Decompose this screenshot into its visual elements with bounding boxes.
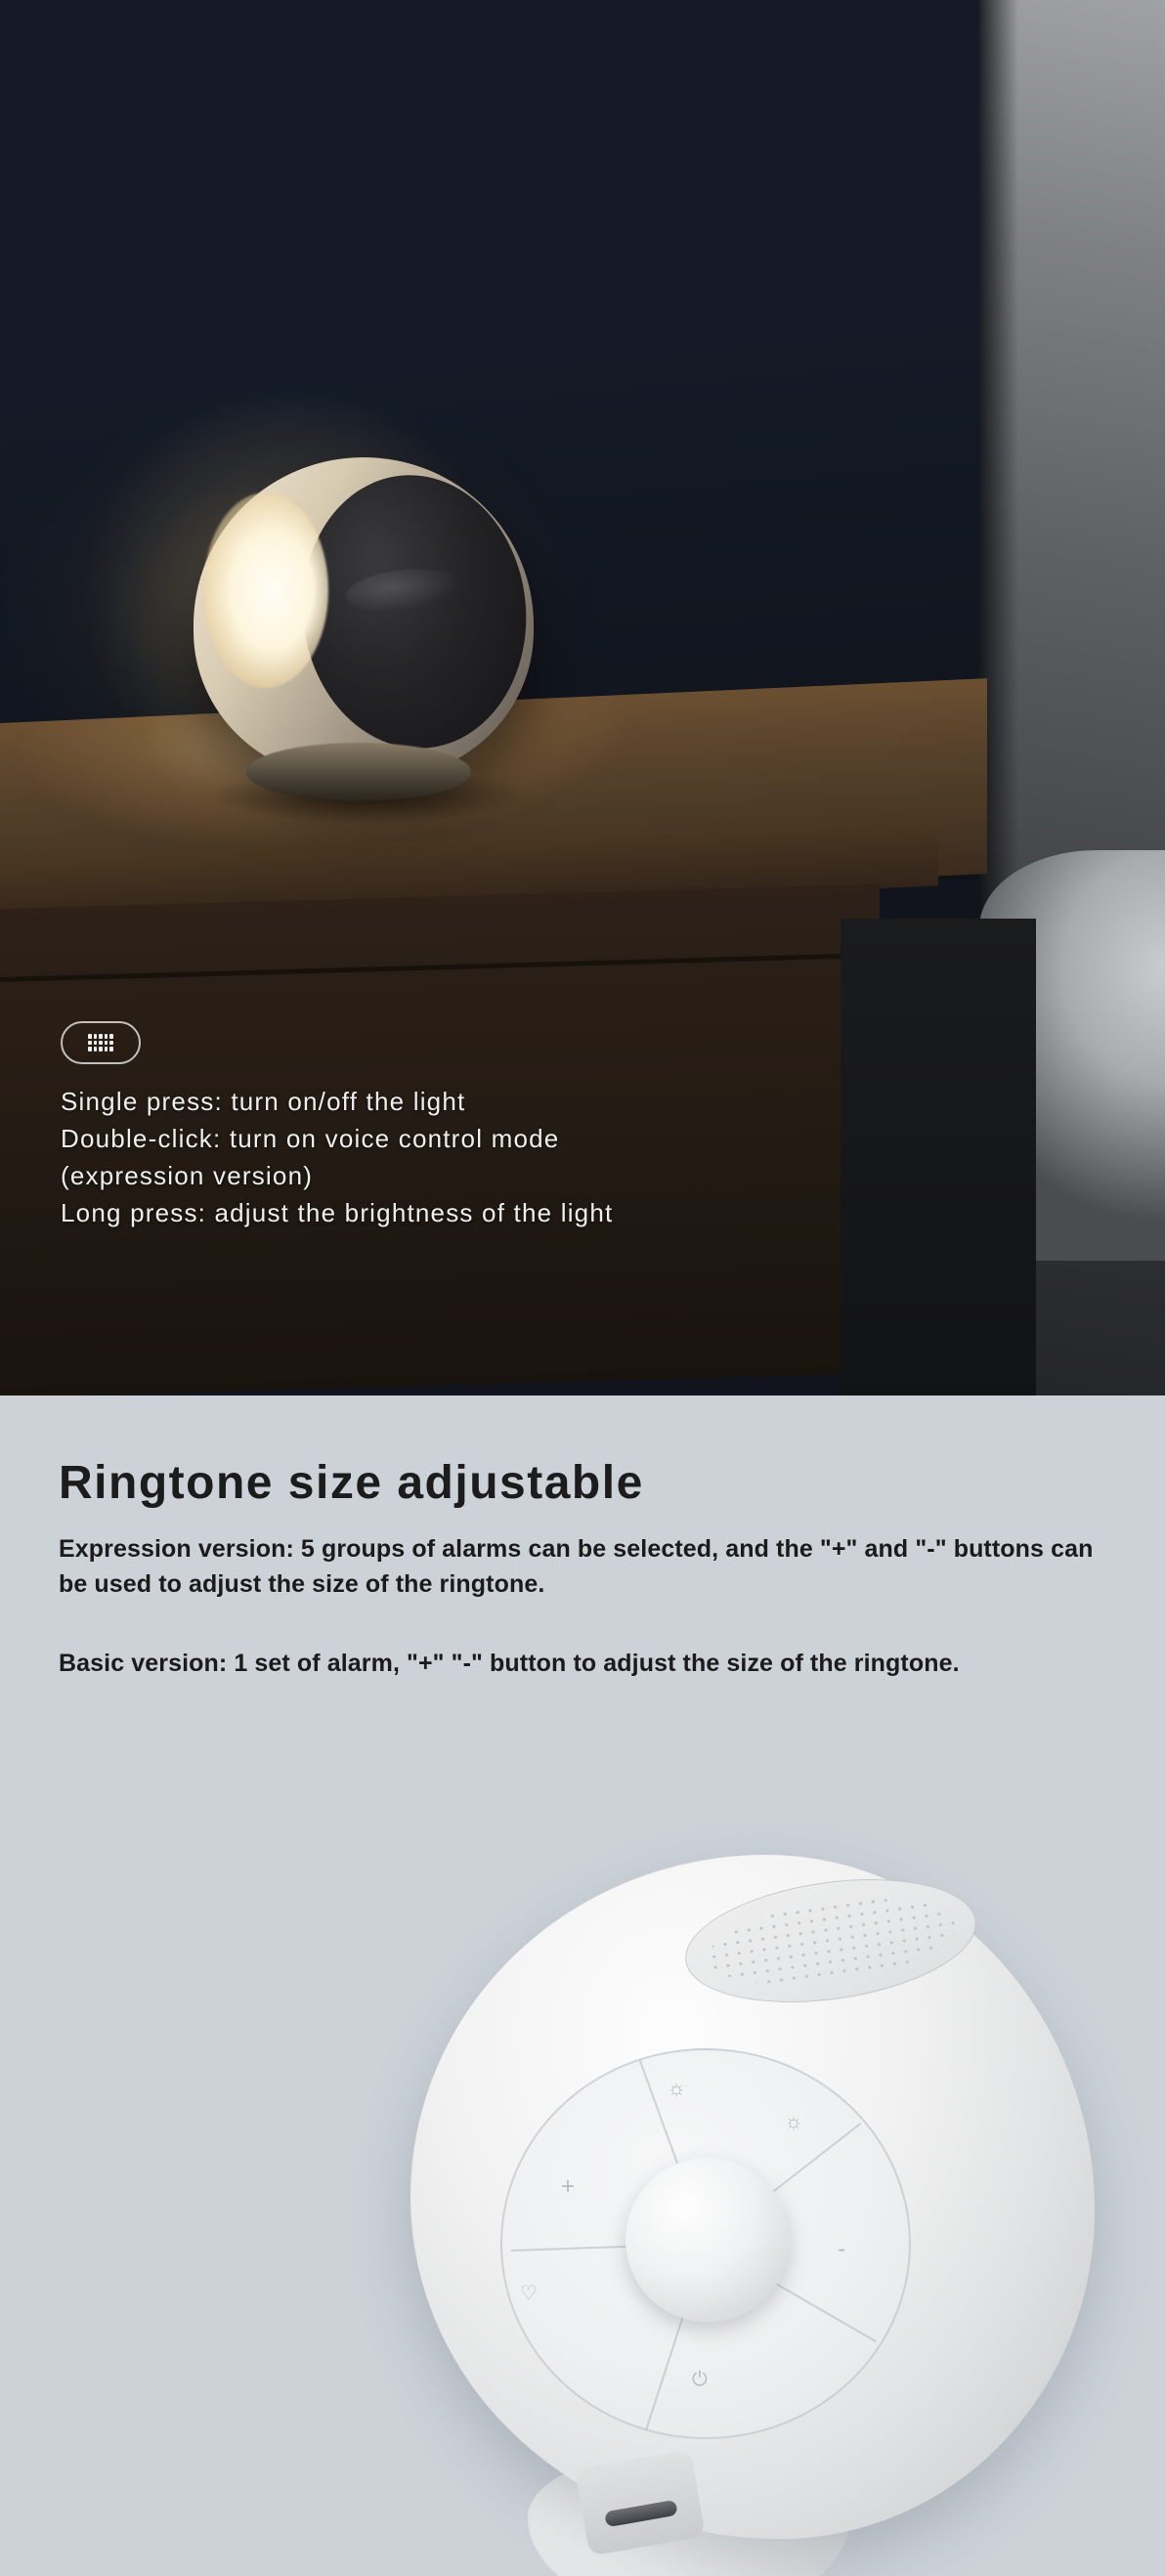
keypad-icon xyxy=(88,1034,113,1052)
heart-icon[interactable]: ♡ xyxy=(520,2283,538,2304)
center-knob[interactable] xyxy=(626,2158,790,2322)
control-pad xyxy=(500,2048,911,2439)
page-title: Ringtone size adjustable xyxy=(59,1457,644,1509)
night-light-device xyxy=(194,457,534,809)
ringtone-paragraph: Expression version: 5 groups of alarms can be selected, and the "+" and "-" buttons can be used to adjust the size of the ringtone. xyxy=(59,1535,1094,1599)
port-slot xyxy=(604,2500,678,2528)
plus-button[interactable]: + xyxy=(561,2173,576,2200)
caption-line: Single press: turn on/off the light xyxy=(61,1087,466,1116)
ringtone-paragraph: Basic version: 1 set of alarm, "+" "-" button to adjust the size of the ringtone. xyxy=(59,1649,960,1677)
caption-line: Long press: adjust the brightness of the light xyxy=(61,1197,614,1227)
minus-button[interactable]: - xyxy=(838,2236,845,2262)
caption-line: Double-click: turn on voice control mode xyxy=(61,1123,560,1153)
night-caption-block xyxy=(61,1021,1038,1232)
ringtone-text-block xyxy=(59,1456,1102,1681)
ringtone-panel xyxy=(0,1395,1165,2576)
device-base xyxy=(246,743,471,801)
light-glow xyxy=(203,493,328,688)
keypad-badge xyxy=(61,1021,141,1064)
product-photo xyxy=(391,1825,1165,2576)
alarm-icon[interactable]: ☼ xyxy=(784,2109,804,2133)
brightness-icon[interactable]: ☼ xyxy=(667,2076,687,2100)
caption-line: (expression version) xyxy=(61,1160,314,1190)
power-icon[interactable]: ⏻ xyxy=(692,2369,708,2390)
